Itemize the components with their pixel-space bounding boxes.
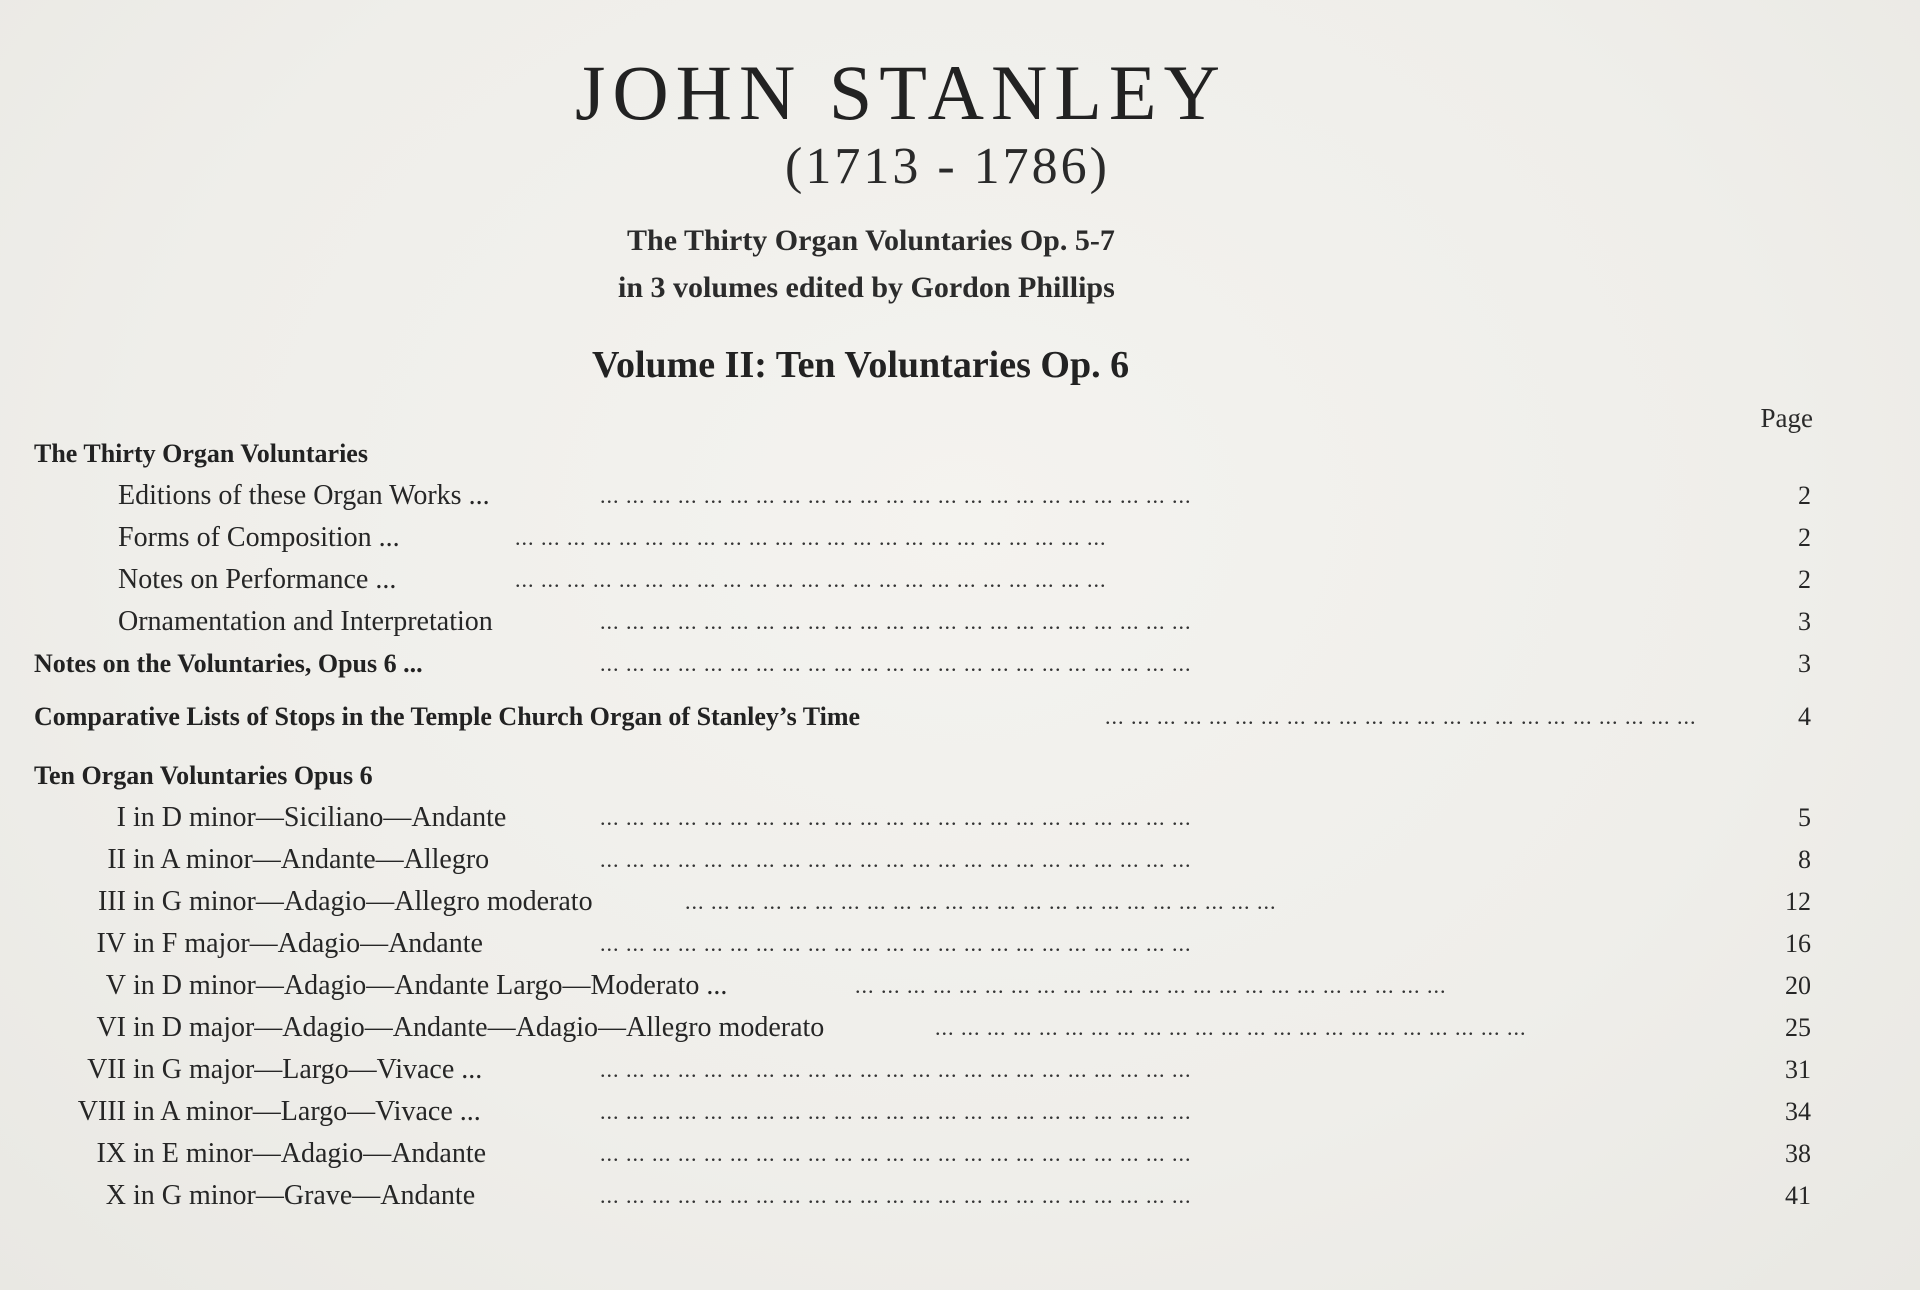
toc-leader: ... ... ... ... ... ... ... ... ... ... ... ... ... ... ... ... ... ... ... ... ... ... ... (600, 609, 1192, 634)
toc-entry-title: Notes on Performance (118, 564, 369, 595)
voluntary-numeral: III (98, 886, 126, 917)
voluntary-entry (64, 924, 604, 964)
toc-section-heading (34, 697, 1094, 737)
toc-leader: ... ... ... ... ... ... ... ... ... ... ... ... ... ... ... ... ... ... ... ... ... ... ... (600, 1057, 1192, 1082)
voluntary-entry (64, 840, 604, 880)
composer-dates: (1713 - 1786) (785, 138, 1110, 195)
voluntary-title: in D major—Adagio—Andante—Adagio—Allegro moderato (133, 1012, 825, 1043)
toc-section-title: The Thirty Organ Voluntaries (34, 439, 368, 468)
toc-section-heading: Notes on the Voluntaries, Opus 6 ... (34, 649, 423, 678)
toc-leader: ... ... ... ... ... ... ... ... ... ... ... ... ... ... ... ... ... ... ... ... ... ... ... (855, 973, 1447, 998)
toc-leader: ... ... ... ... ... ... ... ... ... ... ... ... ... ... ... ... ... ... ... ... ... ... ... (515, 525, 1107, 550)
toc-page-number: 2 (1798, 481, 1811, 510)
toc-leader: ... ... ... ... ... ... ... ... ... ... ... ... ... ... ... ... ... ... ... ... ... ... ... (600, 651, 1192, 676)
toc-section-title: Ten Organ Voluntaries Opus 6 (34, 761, 373, 790)
voluntary-title: in G major—Largo—Vivace (133, 1054, 455, 1085)
voluntary-numeral: VII (87, 1054, 126, 1085)
toc-leader: ... ... ... ... ... ... ... ... ... ... ... ... ... ... ... ... ... ... ... ... ... ... ... (600, 1099, 1192, 1124)
voluntary-numeral: IV (96, 928, 126, 959)
toc-page-number: 31 (1785, 1055, 1811, 1084)
composer-title: JOHN STANLEY (575, 49, 1227, 136)
toc-entry: Notes on Performance ... (118, 564, 397, 595)
voluntary-title: in A minor—Andante—Allegro (133, 844, 490, 875)
voluntary-title: in E minor—Adagio—Andante (133, 1138, 487, 1169)
volume-title: Volume II: Ten Voluntaries Op. 6 (592, 344, 1130, 386)
toc-entry: Forms of Composition ... (118, 522, 400, 553)
voluntary-numeral: VI (96, 1012, 126, 1043)
toc-section-heading (34, 434, 554, 474)
toc-page-number: 5 (1798, 803, 1811, 832)
voluntary-numeral: V (105, 970, 126, 1001)
toc-leader: ... ... ... ... ... ... ... ... ... ... ... ... ... ... ... ... ... ... ... ... ... ... ... (600, 483, 1192, 508)
toc-section-heading (34, 756, 554, 796)
toc-page-number: 20 (1785, 971, 1811, 1000)
toc-leader: ... ... ... ... ... ... ... ... ... ... ... ... ... ... ... ... ... ... ... ... ... ... ... (600, 847, 1192, 872)
voluntary-entry (64, 1176, 604, 1216)
toc-page-number: 4 (1798, 702, 1811, 731)
voluntary-entry: VII in G major—Largo—Vivace ... (64, 1050, 564, 1090)
page-column-label: Page (1760, 403, 1813, 433)
toc-page-number: 8 (1798, 845, 1811, 874)
voluntary-entry (64, 1134, 604, 1174)
voluntary-title: in G minor—Adagio—Allegro moderato (133, 886, 593, 917)
voluntary-entry: V in D minor—Adagio—Andante Largo—Moderato ... (64, 966, 824, 1006)
toc-leader: ... ... ... ... ... ... ... ... ... ... ... ... ... ... ... ... ... ... ... ... ... ... ... (515, 567, 1107, 592)
editor-line: in 3 volumes edited by Gordon Phillips (618, 271, 1115, 304)
voluntary-title: in G minor—Grave—Andante (133, 1180, 476, 1211)
toc-entry-title: Ornamentation and Interpretation (118, 606, 493, 637)
toc-page-number: 2 (1798, 565, 1811, 594)
toc-entry-title: Forms of Composition (118, 522, 372, 553)
toc-page-number: 12 (1785, 887, 1811, 916)
voluntary-numeral: I (116, 802, 126, 833)
voluntary-title: in F major—Adagio—Andante (133, 928, 483, 959)
voluntary-entry (64, 882, 684, 922)
toc-page-number: 38 (1785, 1139, 1811, 1168)
voluntary-numeral: II (107, 844, 126, 875)
voluntary-entry: VIII in A minor—Largo—Vivace ... (64, 1092, 564, 1132)
voluntary-title: in A minor—Largo—Vivace (133, 1096, 453, 1127)
toc-section-title: Notes on the Voluntaries, Opus 6 (34, 649, 397, 678)
toc-entry: Editions of these Organ Works ... (118, 480, 490, 511)
toc-section-title: Comparative Lists of Stops in the Temple Church Organ of Stanley’s Time (34, 702, 861, 731)
voluntary-title: in D minor—Adagio—Andante Largo—Moderato (133, 970, 700, 1001)
toc-page-number: 41 (1785, 1181, 1811, 1210)
voluntary-entry (64, 798, 604, 838)
voluntary-numeral: VIII (77, 1096, 126, 1127)
toc-page-number: 2 (1798, 523, 1811, 552)
toc-page-number: 25 (1785, 1013, 1811, 1042)
toc-leader: ... ... ... ... ... ... ... ... ... ... ... ... ... ... ... ... ... ... ... ... ... ... ... (1105, 704, 1697, 729)
voluntary-title: in D minor—Siciliano—Andante (133, 802, 507, 833)
toc-page-number: 3 (1798, 607, 1811, 636)
series-title: The Thirty Organ Voluntaries Op. 5-7 (627, 224, 1115, 257)
toc-page-number: 34 (1785, 1097, 1811, 1126)
toc-leader: ... ... ... ... ... ... ... ... ... ... ... ... ... ... ... ... ... ... ... ... ... ... ... (600, 1183, 1192, 1208)
voluntary-entry (64, 1008, 884, 1048)
toc-leader: ... ... ... ... ... ... ... ... ... ... ... ... ... ... ... ... ... ... ... ... ... ... ... (600, 931, 1192, 956)
toc-leader: ... ... ... ... ... ... ... ... ... ... ... ... ... ... ... ... ... ... ... ... ... ... ... (600, 805, 1192, 830)
toc-entry (118, 602, 598, 642)
voluntary-numeral: X (105, 1180, 126, 1211)
voluntary-numeral: IX (96, 1138, 126, 1169)
toc-entry-title: Editions of these Organ Works (118, 480, 462, 511)
toc-page-number: 16 (1785, 929, 1811, 958)
toc-leader: ... ... ... ... ... ... ... ... ... ... ... ... ... ... ... ... ... ... ... ... ... ... ... (935, 1015, 1527, 1040)
toc-leader: ... ... ... ... ... ... ... ... ... ... ... ... ... ... ... ... ... ... ... ... ... ... ... (600, 1141, 1192, 1166)
toc-leader: ... ... ... ... ... ... ... ... ... ... ... ... ... ... ... ... ... ... ... ... ... ... ... (685, 889, 1277, 914)
toc-page-number: 3 (1798, 649, 1811, 678)
